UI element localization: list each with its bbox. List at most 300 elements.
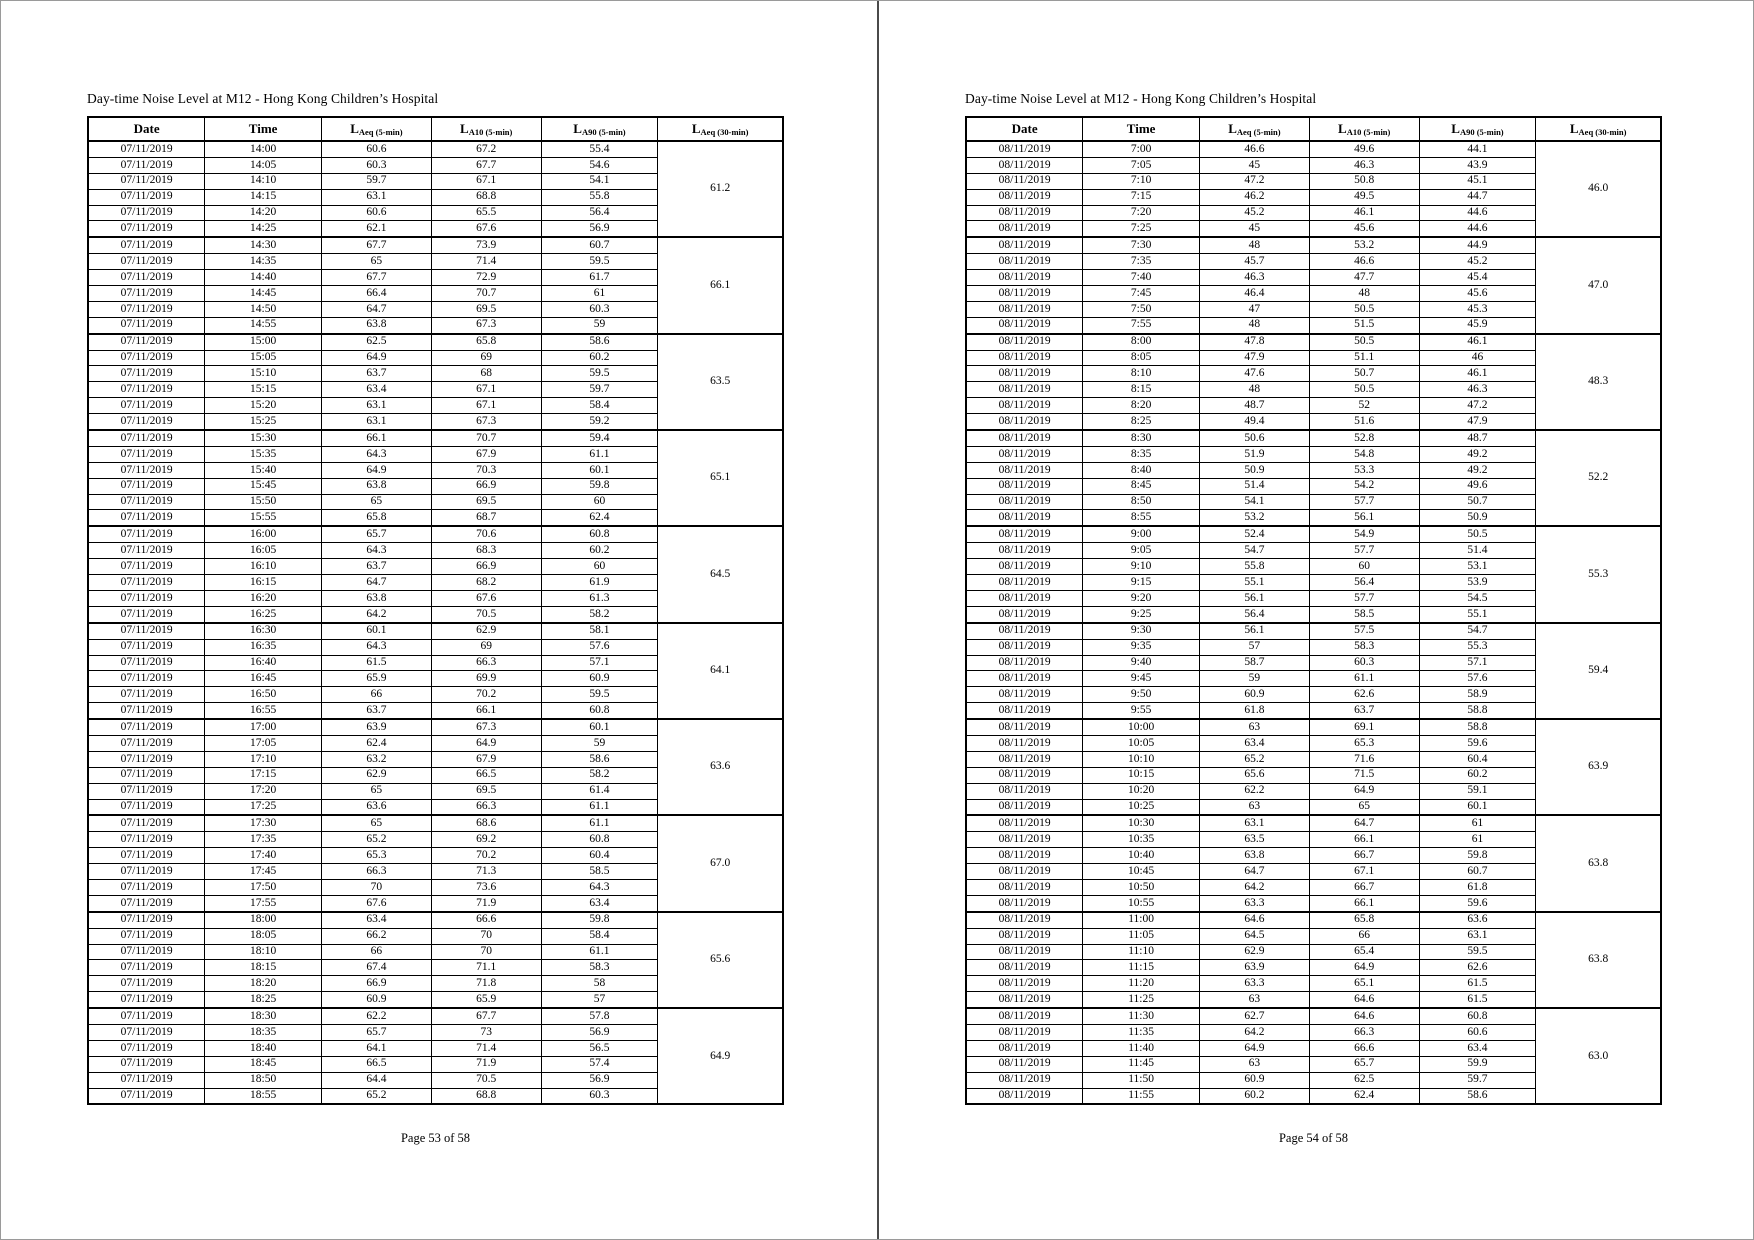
time-cell: 9:55 <box>1083 703 1200 719</box>
time-cell: 10:20 <box>1083 783 1200 799</box>
la90-cell: 57.6 <box>1419 671 1536 687</box>
la90-cell: 44.6 <box>1419 221 1536 237</box>
time-cell: 14:35 <box>205 254 322 270</box>
date-cell: 08/11/2019 <box>966 960 1083 976</box>
laeq5-cell: 63.9 <box>322 719 432 735</box>
laeq30-cell: 61.2 <box>658 141 783 237</box>
la90-cell: 61.3 <box>541 590 658 606</box>
la10-cell: 58.5 <box>1309 606 1419 622</box>
la90-cell: 60 <box>541 494 658 510</box>
la10-cell: 47.7 <box>1309 270 1419 286</box>
page-content <box>965 1 1662 1146</box>
laeq5-cell: 65.8 <box>322 510 432 526</box>
time-cell: 7:00 <box>1083 141 1200 157</box>
date-cell: 07/11/2019 <box>88 189 205 205</box>
time-cell: 10:15 <box>1083 767 1200 783</box>
date-cell: 07/11/2019 <box>88 655 205 671</box>
laeq5-cell: 64.1 <box>322 1040 432 1056</box>
laeq5-cell: 60.6 <box>322 205 432 221</box>
column-header: Time <box>205 117 322 141</box>
time-cell: 7:55 <box>1083 317 1200 333</box>
la90-cell: 60 <box>541 559 658 575</box>
laeq5-cell: 51.4 <box>1200 478 1310 494</box>
la90-cell: 51.4 <box>1419 543 1536 559</box>
date-cell: 08/11/2019 <box>966 494 1083 510</box>
laeq5-cell: 64.2 <box>322 606 432 622</box>
la10-cell: 54.2 <box>1309 478 1419 494</box>
time-cell: 11:20 <box>1083 976 1200 992</box>
laeq5-cell: 67.7 <box>322 270 432 286</box>
la10-cell: 69.5 <box>431 783 541 799</box>
la90-cell: 61.9 <box>541 575 658 591</box>
date-cell: 08/11/2019 <box>966 976 1083 992</box>
time-cell: 8:50 <box>1083 494 1200 510</box>
date-cell: 08/11/2019 <box>966 205 1083 221</box>
la10-cell: 70.2 <box>431 848 541 864</box>
la10-cell: 68.2 <box>431 575 541 591</box>
laeq5-cell: 63.8 <box>1200 848 1310 864</box>
table-row <box>966 237 1661 253</box>
time-cell: 9:40 <box>1083 655 1200 671</box>
laeq5-cell: 55.1 <box>1200 575 1310 591</box>
laeq5-cell: 60.1 <box>322 623 432 639</box>
la10-cell: 49.6 <box>1309 141 1419 157</box>
date-cell: 08/11/2019 <box>966 815 1083 831</box>
laeq5-cell: 63 <box>1200 799 1310 815</box>
time-cell: 14:10 <box>205 173 322 189</box>
time-cell: 11:55 <box>1083 1088 1200 1104</box>
laeq5-cell: 65 <box>322 815 432 831</box>
date-cell: 07/11/2019 <box>88 751 205 767</box>
la90-cell: 64.3 <box>541 879 658 895</box>
la10-cell: 68.8 <box>431 189 541 205</box>
date-cell: 08/11/2019 <box>966 543 1083 559</box>
laeq30-cell: 63.8 <box>1536 912 1661 1008</box>
la10-cell: 57.7 <box>1309 590 1419 606</box>
time-cell: 11:45 <box>1083 1056 1200 1072</box>
date-cell: 08/11/2019 <box>966 606 1083 622</box>
header-row <box>966 117 1661 141</box>
date-cell: 08/11/2019 <box>966 510 1083 526</box>
date-cell: 08/11/2019 <box>966 270 1083 286</box>
date-cell: 07/11/2019 <box>88 1008 205 1024</box>
la90-cell: 54.6 <box>541 157 658 173</box>
time-cell: 9:15 <box>1083 575 1200 591</box>
date-cell: 08/11/2019 <box>966 317 1083 333</box>
la90-cell: 59 <box>541 735 658 751</box>
date-cell: 07/11/2019 <box>88 687 205 703</box>
la90-cell: 48.7 <box>1419 430 1536 446</box>
time-cell: 14:55 <box>205 317 322 333</box>
la10-cell: 66.1 <box>431 703 541 719</box>
la90-cell: 58.4 <box>541 928 658 944</box>
time-cell: 9:35 <box>1083 639 1200 655</box>
date-cell: 07/11/2019 <box>88 864 205 880</box>
table-row <box>88 334 783 350</box>
time-cell: 10:05 <box>1083 735 1200 751</box>
time-cell: 7:30 <box>1083 237 1200 253</box>
time-cell: 18:50 <box>205 1072 322 1088</box>
la90-cell: 59.1 <box>1419 783 1536 799</box>
la90-cell: 60.8 <box>1419 1008 1536 1024</box>
laeq5-cell: 48 <box>1200 382 1310 398</box>
date-cell: 08/11/2019 <box>966 446 1083 462</box>
la90-cell: 57 <box>541 992 658 1008</box>
laeq5-cell: 62.2 <box>1200 783 1310 799</box>
la10-cell: 65.8 <box>431 334 541 350</box>
la90-cell: 47.9 <box>1419 414 1536 430</box>
time-cell: 8:15 <box>1083 382 1200 398</box>
date-cell: 08/11/2019 <box>966 189 1083 205</box>
time-cell: 7:25 <box>1083 221 1200 237</box>
date-cell: 08/11/2019 <box>966 575 1083 591</box>
laeq5-cell: 66.1 <box>322 430 432 446</box>
la10-cell: 65.8 <box>1309 912 1419 928</box>
laeq5-cell: 65 <box>322 254 432 270</box>
la10-cell: 62.6 <box>1309 687 1419 703</box>
la10-cell: 67.9 <box>431 446 541 462</box>
date-cell: 08/11/2019 <box>966 462 1083 478</box>
la90-cell: 60.1 <box>541 462 658 478</box>
laeq5-cell: 66 <box>322 687 432 703</box>
time-cell: 9:45 <box>1083 671 1200 687</box>
la90-cell: 54.1 <box>541 173 658 189</box>
time-cell: 16:10 <box>205 559 322 575</box>
time-cell: 7:05 <box>1083 157 1200 173</box>
laeq30-cell: 63.0 <box>1536 1008 1661 1104</box>
la90-cell: 56.9 <box>541 1072 658 1088</box>
page-footer: Page 53 of 58 <box>400 1131 471 1146</box>
la10-cell: 64.9 <box>1309 783 1419 799</box>
time-cell: 10:30 <box>1083 815 1200 831</box>
time-cell: 16:05 <box>205 543 322 559</box>
time-cell: 8:40 <box>1083 462 1200 478</box>
time-cell: 10:40 <box>1083 848 1200 864</box>
la90-cell: 58.9 <box>1419 687 1536 703</box>
la10-cell: 71.5 <box>1309 767 1419 783</box>
time-cell: 17:55 <box>205 895 322 911</box>
laeq30-cell: 64.5 <box>658 526 783 622</box>
date-cell: 08/11/2019 <box>966 559 1083 575</box>
time-cell: 10:45 <box>1083 864 1200 880</box>
la90-cell: 60.3 <box>541 301 658 317</box>
table-body <box>88 141 783 1104</box>
la90-cell: 61.1 <box>541 799 658 815</box>
la10-cell: 65.5 <box>431 205 541 221</box>
laeq5-cell: 65.9 <box>322 671 432 687</box>
date-cell: 08/11/2019 <box>966 157 1083 173</box>
date-cell: 08/11/2019 <box>966 1088 1083 1104</box>
la90-cell: 59.8 <box>1419 848 1536 864</box>
time-cell: 14:45 <box>205 286 322 302</box>
date-cell: 07/11/2019 <box>88 623 205 639</box>
time-cell: 18:15 <box>205 960 322 976</box>
laeq5-cell: 63.2 <box>322 751 432 767</box>
table-row <box>966 719 1661 735</box>
la90-cell: 59.5 <box>541 687 658 703</box>
laeq5-cell: 63.1 <box>322 189 432 205</box>
laeq30-cell: 64.9 <box>658 1008 783 1104</box>
page-footer: Page 54 of 58 <box>1278 1131 1349 1146</box>
la90-cell: 50.9 <box>1419 510 1536 526</box>
la10-cell: 68.3 <box>431 543 541 559</box>
laeq5-cell: 63.7 <box>322 703 432 719</box>
la10-cell: 56.4 <box>1309 575 1419 591</box>
la10-cell: 53.2 <box>1309 237 1419 253</box>
laeq5-cell: 65.2 <box>1200 751 1310 767</box>
laeq5-cell: 63 <box>1200 1056 1310 1072</box>
date-cell: 08/11/2019 <box>966 848 1083 864</box>
la10-cell: 68.7 <box>431 510 541 526</box>
date-cell: 08/11/2019 <box>966 366 1083 382</box>
time-cell: 11:05 <box>1083 928 1200 944</box>
date-cell: 07/11/2019 <box>88 1056 205 1072</box>
laeq5-cell: 50.9 <box>1200 462 1310 478</box>
time-cell: 11:00 <box>1083 912 1200 928</box>
laeq5-cell: 64.9 <box>322 462 432 478</box>
la10-cell: 65.3 <box>1309 735 1419 751</box>
laeq5-cell: 67.4 <box>322 960 432 976</box>
laeq5-cell: 70 <box>322 879 432 895</box>
date-cell: 07/11/2019 <box>88 832 205 848</box>
time-cell: 17:10 <box>205 751 322 767</box>
page-content <box>87 1 784 1146</box>
time-cell: 10:50 <box>1083 879 1200 895</box>
la10-cell: 63.7 <box>1309 703 1419 719</box>
laeq5-cell: 62.5 <box>322 334 432 350</box>
la10-cell: 51.5 <box>1309 317 1419 333</box>
date-cell: 07/11/2019 <box>88 254 205 270</box>
time-cell: 17:25 <box>205 799 322 815</box>
date-cell: 07/11/2019 <box>88 735 205 751</box>
table-row <box>88 719 783 735</box>
page-title: Day-time Noise Level at M12 - Hong Kong Children’s Hospital <box>965 91 1317 106</box>
laeq5-cell: 63 <box>1200 719 1310 735</box>
date-cell: 08/11/2019 <box>966 912 1083 928</box>
time-cell: 16:55 <box>205 703 322 719</box>
la10-cell: 45.6 <box>1309 221 1419 237</box>
laeq30-cell: 63.6 <box>658 719 783 815</box>
la90-cell: 44.9 <box>1419 237 1536 253</box>
date-cell: 07/11/2019 <box>88 366 205 382</box>
la10-cell: 65.9 <box>431 992 541 1008</box>
time-cell: 14:15 <box>205 189 322 205</box>
date-cell: 07/11/2019 <box>88 895 205 911</box>
laeq5-cell: 45.2 <box>1200 205 1310 221</box>
la90-cell: 60.3 <box>541 1088 658 1104</box>
la90-cell: 45.3 <box>1419 301 1536 317</box>
column-header: $L_{A90 (5-min)}$ <box>541 117 658 141</box>
la90-cell: 63.4 <box>541 895 658 911</box>
la90-cell: 45.4 <box>1419 270 1536 286</box>
la90-cell: 53.1 <box>1419 559 1536 575</box>
laeq30-cell: 52.2 <box>1536 430 1661 526</box>
date-cell: 07/11/2019 <box>88 494 205 510</box>
time-cell: 11:35 <box>1083 1024 1200 1040</box>
la90-cell: 59.8 <box>541 478 658 494</box>
la10-cell: 71.4 <box>431 254 541 270</box>
la90-cell: 60.8 <box>541 703 658 719</box>
time-cell: 8:25 <box>1083 414 1200 430</box>
time-cell: 14:00 <box>205 141 322 157</box>
time-cell: 16:25 <box>205 606 322 622</box>
date-cell: 07/11/2019 <box>88 606 205 622</box>
la90-cell: 61.4 <box>541 783 658 799</box>
date-cell: 07/11/2019 <box>88 270 205 286</box>
time-cell: 17:05 <box>205 735 322 751</box>
la90-cell: 61.1 <box>541 446 658 462</box>
laeq5-cell: 47.8 <box>1200 334 1310 350</box>
la90-cell: 57.1 <box>541 655 658 671</box>
time-cell: 10:55 <box>1083 895 1200 911</box>
la90-cell: 59.7 <box>541 382 658 398</box>
date-cell: 08/11/2019 <box>966 895 1083 911</box>
table-row <box>88 912 783 928</box>
date-cell: 08/11/2019 <box>966 735 1083 751</box>
la10-cell: 71.1 <box>431 960 541 976</box>
column-header: $L_{Aeq (30-min)}$ <box>658 117 783 141</box>
time-cell: 17:45 <box>205 864 322 880</box>
la10-cell: 69.1 <box>1309 719 1419 735</box>
la10-cell: 46.3 <box>1309 157 1419 173</box>
laeq5-cell: 63.8 <box>322 317 432 333</box>
la10-cell: 71.8 <box>431 976 541 992</box>
laeq30-cell: 65.6 <box>658 912 783 1008</box>
date-cell: 07/11/2019 <box>88 205 205 221</box>
laeq5-cell: 63.3 <box>1200 976 1310 992</box>
la90-cell: 49.2 <box>1419 446 1536 462</box>
column-header: $L_{A90 (5-min)}$ <box>1419 117 1536 141</box>
time-cell: 9:05 <box>1083 543 1200 559</box>
laeq5-cell: 59.7 <box>322 173 432 189</box>
laeq5-cell: 65.7 <box>322 526 432 542</box>
la10-cell: 52 <box>1309 398 1419 414</box>
la10-cell: 69.9 <box>431 671 541 687</box>
la10-cell: 52.8 <box>1309 430 1419 446</box>
la90-cell: 63.4 <box>1419 1040 1536 1056</box>
time-cell: 7:15 <box>1083 189 1200 205</box>
la10-cell: 67.3 <box>431 414 541 430</box>
laeq5-cell: 60.6 <box>322 141 432 157</box>
time-cell: 14:40 <box>205 270 322 286</box>
table-row <box>966 912 1661 928</box>
column-header: Date <box>88 117 205 141</box>
la90-cell: 58.1 <box>541 623 658 639</box>
laeq5-cell: 65.6 <box>1200 767 1310 783</box>
la90-cell: 61.5 <box>1419 992 1536 1008</box>
la90-cell: 58.6 <box>541 751 658 767</box>
laeq5-cell: 62.9 <box>322 767 432 783</box>
laeq5-cell: 47.6 <box>1200 366 1310 382</box>
la10-cell: 66.3 <box>431 655 541 671</box>
time-cell: 15:40 <box>205 462 322 478</box>
laeq5-cell: 63.1 <box>322 414 432 430</box>
laeq30-cell: 67.0 <box>658 815 783 911</box>
date-cell: 07/11/2019 <box>88 414 205 430</box>
laeq5-cell: 67.7 <box>322 237 432 253</box>
la10-cell: 67.3 <box>431 317 541 333</box>
time-cell: 18:20 <box>205 976 322 992</box>
date-cell: 08/11/2019 <box>966 671 1083 687</box>
time-cell: 16:50 <box>205 687 322 703</box>
la10-cell: 65.1 <box>1309 976 1419 992</box>
time-cell: 9:00 <box>1083 526 1200 542</box>
date-cell: 07/11/2019 <box>88 848 205 864</box>
la10-cell: 67.1 <box>431 398 541 414</box>
noise-table <box>965 116 1662 1105</box>
la90-cell: 57.1 <box>1419 655 1536 671</box>
date-cell: 07/11/2019 <box>88 799 205 815</box>
la90-cell: 57.6 <box>541 639 658 655</box>
laeq5-cell: 45 <box>1200 157 1310 173</box>
time-cell: 15:45 <box>205 478 322 494</box>
date-cell: 07/11/2019 <box>88 671 205 687</box>
laeq5-cell: 47 <box>1200 301 1310 317</box>
laeq5-cell: 63.7 <box>322 366 432 382</box>
time-cell: 10:25 <box>1083 799 1200 815</box>
date-cell: 08/11/2019 <box>966 221 1083 237</box>
column-header: $L_{A10 (5-min)}$ <box>1309 117 1419 141</box>
la90-cell: 61 <box>1419 832 1536 848</box>
date-cell: 07/11/2019 <box>88 992 205 1008</box>
date-cell: 07/11/2019 <box>88 430 205 446</box>
table-row <box>966 141 1661 157</box>
la10-cell: 50.5 <box>1309 301 1419 317</box>
date-cell: 08/11/2019 <box>966 687 1083 703</box>
la90-cell: 60.1 <box>541 719 658 735</box>
time-cell: 16:15 <box>205 575 322 591</box>
date-cell: 07/11/2019 <box>88 301 205 317</box>
time-cell: 16:45 <box>205 671 322 687</box>
la90-cell: 45.2 <box>1419 254 1536 270</box>
laeq30-cell: 64.1 <box>658 623 783 719</box>
la10-cell: 51.1 <box>1309 350 1419 366</box>
table-row <box>88 430 783 446</box>
time-cell: 15:20 <box>205 398 322 414</box>
date-cell: 08/11/2019 <box>966 254 1083 270</box>
la90-cell: 45.9 <box>1419 317 1536 333</box>
la90-cell: 60.7 <box>541 237 658 253</box>
laeq30-cell: 63.5 <box>658 334 783 430</box>
date-cell: 07/11/2019 <box>88 173 205 189</box>
time-cell: 11:30 <box>1083 1008 1200 1024</box>
date-cell: 07/11/2019 <box>88 783 205 799</box>
laeq5-cell: 47.9 <box>1200 350 1310 366</box>
time-cell: 18:00 <box>205 912 322 928</box>
la90-cell: 49.2 <box>1419 462 1536 478</box>
date-cell: 07/11/2019 <box>88 317 205 333</box>
date-cell: 08/11/2019 <box>966 1056 1083 1072</box>
laeq5-cell: 63.4 <box>1200 735 1310 751</box>
date-cell: 08/11/2019 <box>966 382 1083 398</box>
time-cell: 16:35 <box>205 639 322 655</box>
la10-cell: 62.5 <box>1309 1072 1419 1088</box>
date-cell: 07/11/2019 <box>88 703 205 719</box>
la90-cell: 58.6 <box>541 334 658 350</box>
date-cell: 08/11/2019 <box>966 832 1083 848</box>
la90-cell: 50.7 <box>1419 494 1536 510</box>
la10-cell: 69.5 <box>431 494 541 510</box>
la90-cell: 58.2 <box>541 767 658 783</box>
la10-cell: 62.4 <box>1309 1088 1419 1104</box>
la90-cell: 60.8 <box>541 526 658 542</box>
laeq5-cell: 66.4 <box>322 286 432 302</box>
date-cell: 07/11/2019 <box>88 1072 205 1088</box>
time-cell: 8:20 <box>1083 398 1200 414</box>
la10-cell: 70.2 <box>431 687 541 703</box>
laeq5-cell: 60.9 <box>322 992 432 1008</box>
laeq5-cell: 56.1 <box>1200 590 1310 606</box>
